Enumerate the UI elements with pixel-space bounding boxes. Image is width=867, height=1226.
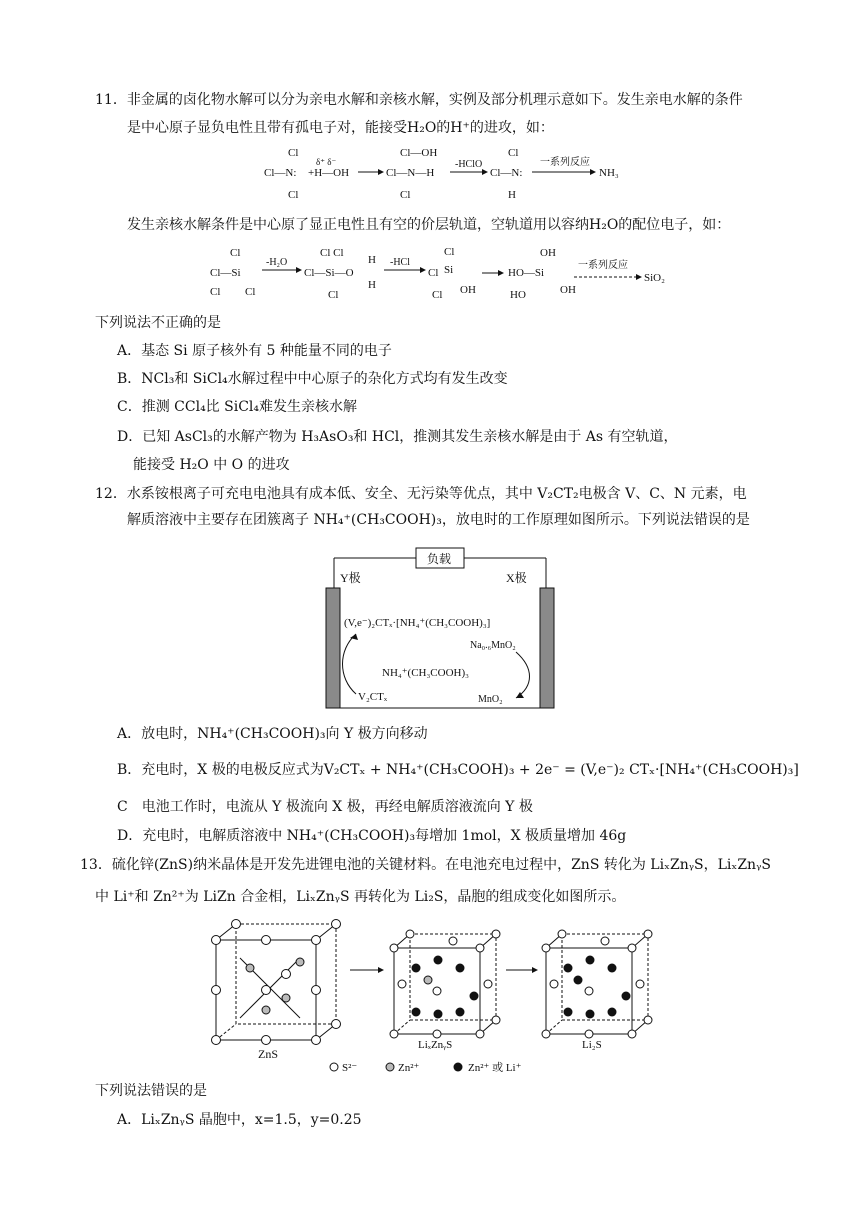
q11-option-a: A．基态 Si 原子核外有 5 种能量不同的电子 (117, 343, 392, 359)
sicl4-hydrolysis-equation (200, 243, 680, 305)
eq1-nhcl2: Cl—N: (490, 167, 523, 179)
y-charged-species: (V,e⁻)₂CTₓ·[NH₄⁺(CH₃COOH)₃] (344, 617, 491, 629)
eq2-inter-mid: Cl—Si—O (304, 267, 354, 279)
q13-stem-line1: 13．硫化锌(ZnS)纳米晶体是开发先进锂电池的关键材料。在电池充电过程中，ZnS 转化为 LiₓZnᵧS，LiₓZnᵧS (80, 857, 771, 873)
q11-option-b: B．NCl₃和 SiCl₄水解过程中中心原子的杂化方式均有发生改变 (117, 371, 508, 387)
q12-stem-line2: 解质溶液中主要存在团簇离子 NH₄⁺(CH₃COOH)₃，放电时的工作原理如图所示。下列说法错误的是 (127, 512, 750, 528)
nh4-cluster-label: NH₄⁺(CH₃COOH)₃ (382, 667, 469, 679)
eq1-nhcl2-top: Cl (508, 147, 519, 159)
y-cycle-arrow (343, 634, 357, 694)
zns-label: ZnS (258, 1047, 279, 1061)
q13-question: 下列说法错误的是 (95, 1083, 207, 1099)
y-pole-label: Y极 (340, 571, 361, 585)
eq2-p3-bottom: Cl (432, 289, 443, 301)
x-electrode (540, 588, 554, 708)
arrow-zns-head (378, 967, 384, 973)
q11-question: 下列说法不正确的是 (95, 315, 221, 331)
eq2-sicl4-mid: Cl—Si (210, 267, 241, 279)
q11-option-c: C．推测 CCl₄比 SiCl₄难发生亲核水解 (117, 399, 357, 415)
eq1-intermediate-bottom: Cl (400, 189, 411, 201)
eq2-sio2: SiO₂ (644, 272, 665, 284)
crystal-legend (328, 1058, 548, 1076)
eq1-bottom-cl: Cl (288, 189, 299, 201)
legend-zn-marker (386, 1063, 394, 1071)
eq1-intermediate: Cl—N—H (386, 167, 435, 179)
eq2-inter-top: Cl Cl (320, 247, 344, 259)
lixznys-cell (390, 930, 500, 1038)
eq1-intermediate-top: Cl—OH (400, 147, 438, 159)
eq1-arrow-3-head (590, 169, 596, 175)
eq2-arrow-1-head (296, 267, 302, 273)
eq2-p3-top: Cl (444, 246, 455, 258)
eq2-arrow-3-head (498, 270, 504, 276)
eq2-inter-h1: H (368, 254, 376, 266)
eq1-series-reaction: 一系列反应 (540, 157, 590, 168)
q11-option-d-line2: 能接受 H₂O 中 O 的进攻 (133, 457, 290, 473)
q13-stem-line2: 中 Li⁺和 Zn²⁺为 LiZn 合金相，LiₓZnᵧS 再转化为 Li₂S，晶胞的组成变化如图所示。 (95, 889, 626, 905)
eq2-p3-oh: OH (460, 284, 476, 296)
battery-diagram (320, 538, 560, 718)
eq2-arrow-2-head (420, 267, 426, 273)
eq1-arrow-1-head (378, 169, 384, 175)
zns-cell (212, 920, 341, 1045)
legend-zn-li: Zn²⁺ 或 Li⁺ (468, 1062, 522, 1074)
eq2-p4-top: OH (540, 247, 556, 259)
y-electrode (326, 588, 340, 708)
legend-zn-li-marker (454, 1063, 463, 1072)
eq2-p4-br: OH (560, 284, 576, 296)
q13-option-a: A．LiₓZnᵧS 晶胞中，x=1.5，y=0.25 (117, 1112, 362, 1128)
eq1-nhcl2-bottom: H (508, 189, 516, 201)
eq1-top-cl: Cl (288, 147, 299, 159)
li2s-label: Li₂S (582, 1039, 602, 1051)
eq2-p4-bl: HO (510, 289, 526, 301)
eq2-p3-left: Cl (428, 267, 439, 279)
mno2-label: MnO₂ (478, 694, 503, 705)
ncl3-hydrolysis-equation (250, 143, 630, 205)
eq2-minus-hcl: -HCl (390, 257, 410, 268)
eq1-minus-hclo: -HClO (455, 159, 483, 170)
arrow-lixznys-head (532, 967, 538, 973)
q11-option-d-line1: D．已知 AsCl₃的水解产物为 H₃AsO₃和 HCl，推测其发生亲核水解是由于 As 有空轨道， (117, 429, 678, 445)
eq1-partial-charges: δ⁺ δ⁻ (316, 157, 337, 167)
q12-option-a: A．放电时，NH₄⁺(CH₃COOH)₃向 Y 极方向移动 (117, 726, 428, 742)
q11-stem-line3: 发生亲核水解条件是中心原了显正电性且有空的价层轨道，空轨道用以容纳H₂O的配位电子，如： (127, 217, 731, 233)
eq2-minus-h2o: -H₂O (266, 257, 288, 268)
eq2-sicl4-br: Cl (245, 286, 256, 298)
q12-option-b: B．充电时，X 极的电极反应式为V₂CTₓ + NH₄⁺(CH₃COOH)₃ + 2e⁻ = (V,e⁻)₂ CTₓ·[NH₄⁺(CH₃COOH)₃] (117, 762, 799, 778)
eq1-ncl3: Cl—N: (264, 167, 297, 179)
eq2-inter-bottom: Cl (328, 289, 339, 301)
eq2-arrow-4-head (636, 274, 642, 280)
lixznys-label: LiₓZnᵧS (418, 1039, 453, 1051)
load-label: 负载 (427, 552, 452, 566)
eq1-arrow-2-head (482, 169, 488, 175)
eq2-p3-si: Si (444, 264, 454, 276)
q12-option-d: D．充电时，电解质溶液中 NH₄⁺(CH₃COOH)₃每增加 1mol，X 极质量增加 46g (117, 828, 627, 844)
legend-s-marker (330, 1063, 338, 1071)
v2ctx-label: V₂CTₓ (358, 691, 388, 703)
q12-option-c: C 电池工作时，电流从 Y 极流向 X 极，再经电解质溶液流向 Y 极 (117, 799, 533, 815)
legend-zn: Zn²⁺ (398, 1062, 420, 1074)
x-pole-label: X极 (506, 571, 527, 585)
legend-s: S²⁻ (342, 1062, 358, 1074)
x-cycle-arrow (516, 652, 530, 698)
q11-stem-line1: 11．非金属的卤化物水解可以分为亲电水解和亲核水解，实例及部分机理示意如下。发生亲电水解的条件 (95, 92, 743, 108)
eq2-inter-h2: H (368, 279, 376, 291)
na-mno2-label: Na₀.₆MnO₂ (470, 640, 516, 651)
q12-stem-line1: 12．水系铵根离子可充电电池具有成本低、安全、无污染等优点，其中 V₂CT₂电极含 V、C、N 元素，电 (95, 486, 747, 502)
eq1-water: +H—OH (308, 167, 350, 179)
li2s-cell (542, 930, 652, 1038)
eq2-sicl4-top: Cl (230, 247, 241, 259)
crystal-structures-figure (210, 918, 670, 1078)
eq2-series-reaction: 一系列反应 (578, 260, 628, 271)
q11-stem-line2: 是中心原子显负电性且带有孤电子对，能接受H₂O的H⁺的进攻，如： (127, 120, 554, 136)
eq2-sicl4-bl: Cl (210, 286, 221, 298)
eq1-nh3: NH₃ (599, 167, 619, 179)
eq2-p4-mid: HO—Si (508, 267, 545, 279)
